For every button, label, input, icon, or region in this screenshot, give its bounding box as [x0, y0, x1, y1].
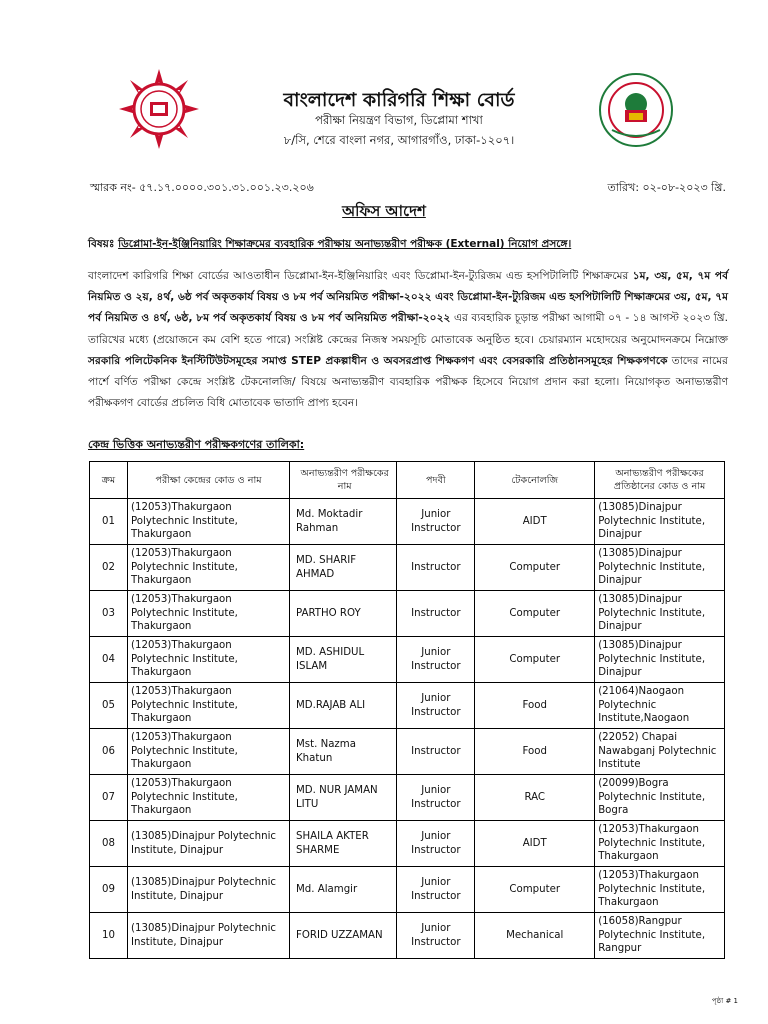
cell-exam-center: (13085)Dinajpur Polytechnic Institute, Dinajpur [128, 913, 290, 959]
subject-label: বিষয়ঃ [88, 238, 115, 250]
cell-designation: Junior Instructor [397, 499, 475, 545]
mujib-seal-logo-right [598, 72, 674, 148]
page-number: পৃষ্ঠা # 1 [711, 997, 738, 1005]
table-row [90, 683, 725, 729]
order-body [88, 266, 728, 414]
cell-examiner-name: Md. Moktadir Rahman [290, 499, 397, 545]
cell-exam-center: (12053)Thakurgaon Polytechnic Institute, Thakurgaon [128, 683, 290, 729]
cell-examiner-name: PARTHO ROY [290, 591, 397, 637]
header-examiner-institute: অনাভ্যন্তরীণ পরীক্ষকের প্রতিষ্ঠানের কোড ও নাম [595, 462, 725, 499]
cell-examiner-name: SHAILA AKTER SHARME [290, 821, 397, 867]
cell-examiner-institute: (13085)Dinajpur Polytechnic Institute, Dinajpur [595, 637, 725, 683]
body-part-2: এর ব্যবহারিক চূড়ান্ত পরীক্ষা আগামী ০৭ - ১৪ আগস্ট ২০২৩ খ্রি. তারিখের মধ্যে (প্রয়োজনে কম বেশি হতে পারে) সংশ্লিষ্ট কেন্দ্রের নিজস্ব সময়সূচি মোতাবেক অনুষ্ঠিত হবে। চেয়ারম্যান মহোদয়ের অনুমোদনক্রমে নিম্নোক্ত [88, 312, 728, 346]
cell-examiner-institute: (12053)Thakurgaon Polytechnic Institute, Thakurgaon [595, 821, 725, 867]
header-technology: টেকনোলজি [475, 462, 595, 499]
cell-serial: 05 [90, 683, 128, 729]
body-bold-2: সরকারি পলিটেকনিক ইনস্টিটিউটসমূহের সমাপ্ত STEP প্রকল্পাধীন ও অবসরপ্রাপ্ত শিক্ষকগণ এবং বেসরকারি প্রতিষ্ঠানসমূহের শিক্ষকগণকে [88, 354, 668, 367]
cell-designation: Junior Instructor [397, 821, 475, 867]
cell-serial: 07 [90, 775, 128, 821]
table-row [90, 637, 725, 683]
cell-technology: Mechanical [475, 913, 595, 959]
cell-designation: Junior Instructor [397, 775, 475, 821]
cell-exam-center: (12053)Thakurgaon Polytechnic Institute, Thakurgaon [128, 591, 290, 637]
cell-technology: Food [475, 729, 595, 775]
cell-examiner-name: FORID UZZAMAN [290, 913, 397, 959]
cell-designation: Junior Instructor [397, 637, 475, 683]
memo-date: তারিখ: ০২-০৮-২০২৩ খ্রি. [607, 181, 726, 194]
cell-exam-center: (13085)Dinajpur Polytechnic Institute, Dinajpur [128, 821, 290, 867]
cell-technology: Food [475, 683, 595, 729]
cell-technology: Computer [475, 591, 595, 637]
cell-examiner-institute: (16058)Rangpur Polytechnic Institute, Rangpur [595, 913, 725, 959]
cell-designation: Junior Instructor [397, 683, 475, 729]
cell-designation: Instructor [397, 729, 475, 775]
board-seal-logo-left [118, 68, 200, 150]
cell-serial: 02 [90, 545, 128, 591]
cell-examiner-name: MD. SHARIF AHMAD [290, 545, 397, 591]
table-row [90, 499, 725, 545]
cell-examiner-institute: (12053)Thakurgaon Polytechnic Institute, Thakurgaon [595, 867, 725, 913]
cell-designation: Junior Instructor [397, 913, 475, 959]
cell-serial: 03 [90, 591, 128, 637]
table-row [90, 545, 725, 591]
cell-exam-center: (13085)Dinajpur Polytechnic Institute, Dinajpur [128, 867, 290, 913]
header-exam-center: পরীক্ষা কেন্দ্রের কোড ও নাম [128, 462, 290, 499]
subject-text: ডিপ্লোমা-ইন-ইঞ্জিনিয়ারিং শিক্ষাক্রমের ব্যবহারিক পরীক্ষায় অনাভ্যন্তরীণ পরীক্ষক (External) নিয়োগ প্রসঙ্গে। [118, 238, 572, 250]
cell-serial: 08 [90, 821, 128, 867]
table-header-row [90, 462, 725, 499]
body-part-1: বাংলাদেশ কারিগরি শিক্ষা বোর্ডের আওতাধীন ডিপ্লোমা-ইন-ইঞ্জিনিয়ারিং এবং ডিপ্লোমা-ইন-ট্যুরিজম এন্ড হসপিটালিটি শিক্ষাক্রমের [88, 270, 629, 282]
cell-serial: 09 [90, 867, 128, 913]
cell-technology: AIDT [475, 821, 595, 867]
header-examiner-name: অনাভ্যন্তরীণ পরীক্ষকের নাম [290, 462, 397, 499]
cell-examiner-name: Md. Alamgir [290, 867, 397, 913]
cell-designation: Instructor [397, 591, 475, 637]
cell-designation: Junior Instructor [397, 867, 475, 913]
cell-technology: AIDT [475, 499, 595, 545]
table-row [90, 729, 725, 775]
header-serial: ক্রম [90, 462, 128, 499]
cell-examiner-institute: (20099)Bogra Polytechnic Institute, Bogra [595, 775, 725, 821]
table-row [90, 913, 725, 959]
cell-exam-center: (12053)Thakurgaon Polytechnic Institute, Thakurgaon [128, 637, 290, 683]
board-address: ৮/সি, শেরে বাংলা নগর, আগারগাঁও, ঢাকা-১২০৭। [283, 133, 515, 147]
cell-exam-center: (12053)Thakurgaon Polytechnic Institute, Thakurgaon [128, 499, 290, 545]
examiner-table [89, 461, 725, 959]
cell-examiner-institute: (13085)Dinajpur Polytechnic Institute, Dinajpur [595, 499, 725, 545]
body-bold-1: ১ম, ৩য়, ৫ম, ৭ম পর্ব নিয়মিত ও ২য়, ৪র্থ, ৬ষ্ঠ পর্ব অকৃতকার্য বিষয় ও ৮ম পর্ব অনিয়মিত পরীক্ষা-২০২২ এবং ডিপ্লোমা-ইন-ট্যুরিজম এন্ড হসপিটালিটি শিক্ষাক্রমের ৩য়, ৫ম, ৭ম পর্ব নিয়মিত ও ৪র্থ, ৬ষ্ঠ, ৮ম পর্ব অকৃতকার্য বিষয় ও ৮ম পর্ব অনিয়মিত পরীক্ষা-২০২২ [88, 270, 728, 325]
cell-serial: 06 [90, 729, 128, 775]
office-order-heading [0, 200, 768, 225]
cell-designation: Instructor [397, 545, 475, 591]
board-title: বাংলাদেশ কারিগরি শিক্ষা বোর্ড [283, 89, 515, 111]
department-name: পরীক্ষা নিয়ন্ত্রণ বিভাগ, ডিপ্লোমা শাখা [315, 113, 483, 127]
cell-examiner-name: MD.RAJAB ALI [290, 683, 397, 729]
cell-serial: 04 [90, 637, 128, 683]
cell-technology: Computer [475, 545, 595, 591]
cell-exam-center: (12053)Thakurgaon Polytechnic Institute, Thakurgaon [128, 775, 290, 821]
cell-examiner-name: MD. NUR JAMAN LITU [290, 775, 397, 821]
cell-serial: 10 [90, 913, 128, 959]
cell-examiner-institute: (13085)Dinajpur Polytechnic Institute, Dinajpur [595, 591, 725, 637]
cell-examiner-institute: (22052) Chapai Nawabganj Polytechnic Institute [595, 729, 725, 775]
subject-line [88, 237, 728, 254]
cell-technology: Computer [475, 867, 595, 913]
examiner-list-caption: কেন্দ্র ভিত্তিক অনাভ্যন্তরীণ পরীক্ষকগণের তালিকা: [88, 438, 305, 451]
cell-technology: RAC [475, 775, 595, 821]
table-row [90, 591, 725, 637]
cell-technology: Computer [475, 637, 595, 683]
cell-examiner-institute: (13085)Dinajpur Polytechnic Institute, Dinajpur [595, 545, 725, 591]
cell-exam-center: (12053)Thakurgaon Polytechnic Institute, Thakurgaon [128, 545, 290, 591]
cell-serial: 01 [90, 499, 128, 545]
header-designation: পদবী [397, 462, 475, 499]
table-row [90, 821, 725, 867]
office-order-text: অফিস আদেশ [342, 202, 426, 220]
cell-examiner-institute: (21064)Naogaon Polytechnic Institute,Naogaon [595, 683, 725, 729]
table-row [90, 867, 725, 913]
cell-examiner-name: MD. ASHIDUL ISLAM [290, 637, 397, 683]
memo-reference: স্মারক নং- ৫৭.১৭.০০০০.৩০১.৩১.০০১.২৩.২০৬ [90, 181, 314, 194]
table-row [90, 775, 725, 821]
body-part-3: তাদের নামের পার্শে বর্ণিত পরীক্ষা কেন্দ্রে সংশ্লিষ্ট টেকনোলজি/ বিষয়ে অনাভ্যন্তরীণ ব্যবহারিক পরীক্ষক হিসেবে নিয়োগ প্রদান করা হলো। নিয়োগকৃত অনাভ্যন্তরীণ পরীক্ষকগণ বোর্ডের প্রচলিত বিধি মোতাবেক ভাতাদি প্রাপ্য হবেন। [88, 354, 729, 410]
cell-exam-center: (12053)Thakurgaon Polytechnic Institute, Thakurgaon [128, 729, 290, 775]
cell-examiner-name: Mst. Nazma Khatun [290, 729, 397, 775]
